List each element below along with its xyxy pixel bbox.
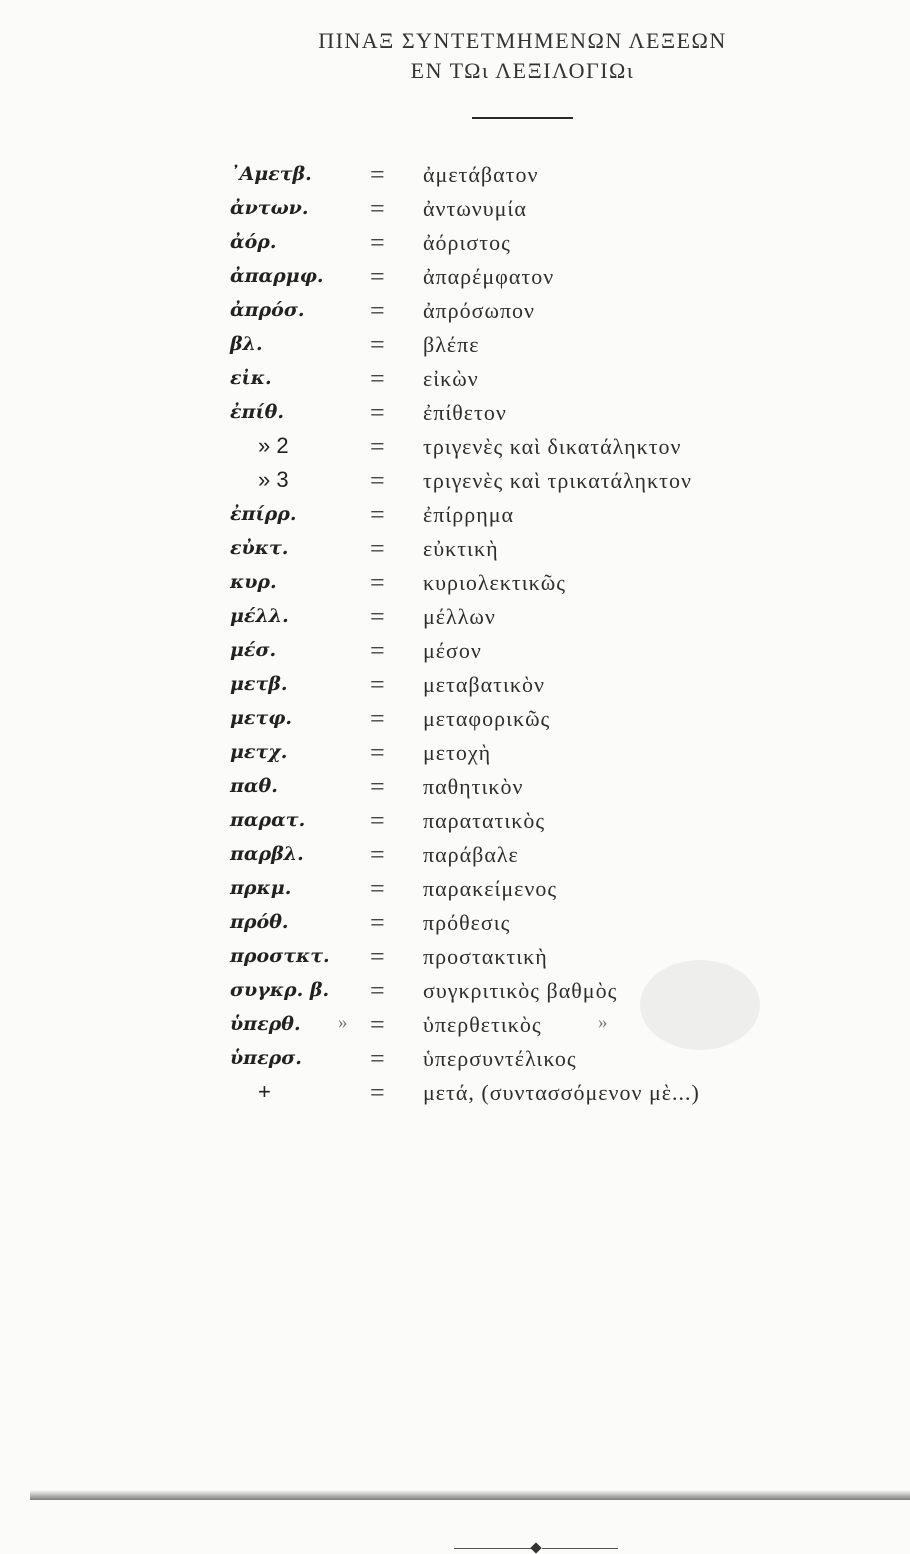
equals-sign: = — [370, 874, 385, 903]
abbreviation-row — [0, 1010, 910, 1044]
equals-sign: = — [370, 160, 385, 189]
equals-sign: = — [370, 500, 385, 529]
abbreviation-meaning: κυριολεκτικῶς — [423, 570, 566, 595]
abbreviation: μετβ. — [230, 673, 288, 695]
scan-edge-shadow — [30, 1490, 910, 1500]
abbreviation-meaning: μετά, (συντασσόμενον μὲ...) — [423, 1080, 700, 1105]
abbreviation-meaning: παρακείμενος — [423, 876, 558, 901]
equals-sign: = — [370, 738, 385, 767]
abbreviation-row — [0, 942, 910, 976]
end-ornament-line-right — [542, 1548, 618, 1549]
abbreviation: παρβλ. — [230, 843, 304, 865]
equals-sign: = — [370, 330, 385, 359]
abbreviation-row — [0, 364, 910, 398]
abbreviation: μετφ. — [230, 707, 293, 729]
abbreviation: βλ. — [230, 333, 263, 355]
abbreviation: ἀπαρμφ. — [230, 265, 324, 287]
abbreviation: » 2 — [258, 433, 289, 458]
equals-sign: = — [370, 432, 385, 461]
abbreviation-row — [0, 976, 910, 1010]
abbreviation: παθ. — [230, 775, 278, 797]
end-ornament-line-left — [454, 1548, 532, 1549]
equals-sign: = — [370, 466, 385, 495]
abbreviation-meaning: μεταβατικὸν — [423, 672, 545, 697]
abbreviation-row — [0, 160, 910, 194]
abbreviation: ἀντων. — [230, 197, 309, 219]
equals-sign: = — [370, 636, 385, 665]
abbreviation-meaning: παράβαλε — [423, 842, 519, 867]
abbreviation: ἀπρόσ. — [230, 299, 305, 321]
equals-sign: = — [370, 670, 385, 699]
equals-sign: = — [370, 194, 385, 223]
abbreviation-list — [0, 160, 910, 1112]
abbreviation-row — [0, 874, 910, 908]
equals-sign: = — [370, 704, 385, 733]
abbreviation-row — [0, 1078, 910, 1112]
abbreviation: συγκρ. β. — [230, 979, 330, 1001]
equals-sign: = — [370, 840, 385, 869]
equals-sign: = — [370, 908, 385, 937]
abbreviation: ὑπερθ. — [230, 1013, 301, 1035]
abbreviation-row — [0, 262, 910, 296]
page-title-line-1: ΠΙΝΑΞ ΣΥΝΤΕΤΜΗΜΕΝΩΝ ΛΕΞΕΩΝ — [318, 28, 727, 53]
abbreviation-meaning: εὐκτικὴ — [423, 536, 499, 561]
abbreviation-meaning: ἐπίθετον — [423, 400, 507, 425]
abbreviation-meaning: ἀντωνυμία — [423, 196, 527, 221]
abbreviation-meaning: ὑπερθετικὸς — [423, 1012, 542, 1037]
abbreviation-row — [0, 534, 910, 568]
abbreviation-row — [0, 330, 910, 364]
abbreviation-row — [0, 602, 910, 636]
abbreviation-meaning: ὑπερσυντέλικος — [423, 1046, 577, 1071]
abbreviation: πρκμ. — [230, 877, 292, 899]
abbreviation-meaning: ἐπίρρημα — [423, 502, 515, 527]
abbreviation-meaning: εἰκὼν — [423, 366, 479, 391]
abbreviation-meaning: ἀόριστος — [423, 230, 511, 255]
abbreviation: παρατ. — [230, 809, 306, 831]
ditto-mark: » — [338, 1012, 348, 1033]
abbreviation-row — [0, 704, 910, 738]
abbreviation: εὐκτ. — [230, 537, 289, 559]
abbreviation-row — [0, 840, 910, 874]
abbreviation-meaning: βλέπε — [423, 332, 480, 357]
plus-sign-abbreviation: + — [258, 1079, 271, 1104]
abbreviation-row — [0, 670, 910, 704]
abbreviation: μετχ. — [230, 741, 288, 763]
abbreviation-meaning: συγκριτικὸς βαθμὸς — [423, 978, 618, 1003]
ditto-mark: » — [598, 1012, 608, 1033]
abbreviation-row — [0, 194, 910, 228]
abbreviation-meaning: μεταφορικῶς — [423, 706, 551, 731]
abbreviation: μέλλ. — [230, 605, 289, 627]
abbreviation: ἐπίρρ. — [230, 503, 297, 525]
title-rule-divider — [472, 117, 573, 119]
abbreviation-meaning: τριγενὲς καὶ δικατάληκτον — [423, 434, 682, 459]
equals-sign: = — [370, 534, 385, 563]
abbreviation: ἀόρ. — [230, 231, 277, 253]
abbreviation-meaning: προστακτικὴ — [423, 944, 548, 969]
abbreviation-meaning: ἀπρόσωπον — [423, 298, 536, 323]
end-ornament-diamond-icon — [530, 1542, 541, 1553]
equals-sign: = — [370, 398, 385, 427]
equals-sign: = — [370, 806, 385, 835]
abbreviation-row — [0, 500, 910, 534]
abbreviation-meaning: ἀμετάβατον — [423, 162, 539, 187]
abbreviation: πρόθ. — [230, 911, 289, 933]
abbreviation: ᾽Αμετβ. — [230, 163, 312, 185]
abbreviation-meaning: μέλλων — [423, 604, 496, 629]
equals-sign: = — [370, 1010, 385, 1039]
abbreviation: » 3 — [258, 467, 289, 492]
abbreviation-meaning: παρατατικὸς — [423, 808, 546, 833]
equals-sign: = — [370, 942, 385, 971]
equals-sign: = — [370, 364, 385, 393]
abbreviation-row — [0, 806, 910, 840]
equals-sign: = — [370, 772, 385, 801]
abbreviation-meaning: παθητικὸν — [423, 774, 524, 799]
abbreviation-meaning: μετοχὴ — [423, 740, 492, 765]
abbreviation: προστκτ. — [230, 945, 330, 967]
abbreviation-meaning: μέσον — [423, 638, 482, 663]
equals-sign: = — [370, 262, 385, 291]
abbreviation-row — [0, 466, 910, 500]
equals-sign: = — [370, 228, 385, 257]
abbreviation: ἐπίθ. — [230, 401, 284, 423]
abbreviation-row — [0, 772, 910, 806]
abbreviation-row — [0, 228, 910, 262]
equals-sign: = — [370, 1044, 385, 1073]
abbreviation-row — [0, 738, 910, 772]
paper-smudge — [640, 960, 760, 1050]
page-title-line-2: ΕΝ ΤΩι ΛΕΞΙΛΟΓΙΩι — [410, 58, 635, 83]
equals-sign: = — [370, 976, 385, 1005]
abbreviation-row — [0, 1044, 910, 1078]
abbreviation: κυρ. — [230, 571, 277, 593]
abbreviation-meaning: πρόθεσις — [423, 910, 511, 935]
abbreviation-row — [0, 398, 910, 432]
abbreviation: ὑπερσ. — [230, 1047, 302, 1069]
abbreviation-row — [0, 908, 910, 942]
equals-sign: = — [370, 296, 385, 325]
abbreviation-row — [0, 568, 910, 602]
equals-sign: = — [370, 1078, 385, 1107]
abbreviation-row — [0, 636, 910, 670]
abbreviation: εἰκ. — [230, 367, 272, 389]
abbreviation-meaning: ἀπαρέμφατον — [423, 264, 555, 289]
abbreviation: μέσ. — [230, 639, 277, 661]
abbreviation-row — [0, 296, 910, 330]
abbreviation-meaning: τριγενὲς καὶ τρικατάληκτον — [423, 468, 692, 493]
equals-sign: = — [370, 568, 385, 597]
equals-sign: = — [370, 602, 385, 631]
abbreviation-row — [0, 432, 910, 466]
